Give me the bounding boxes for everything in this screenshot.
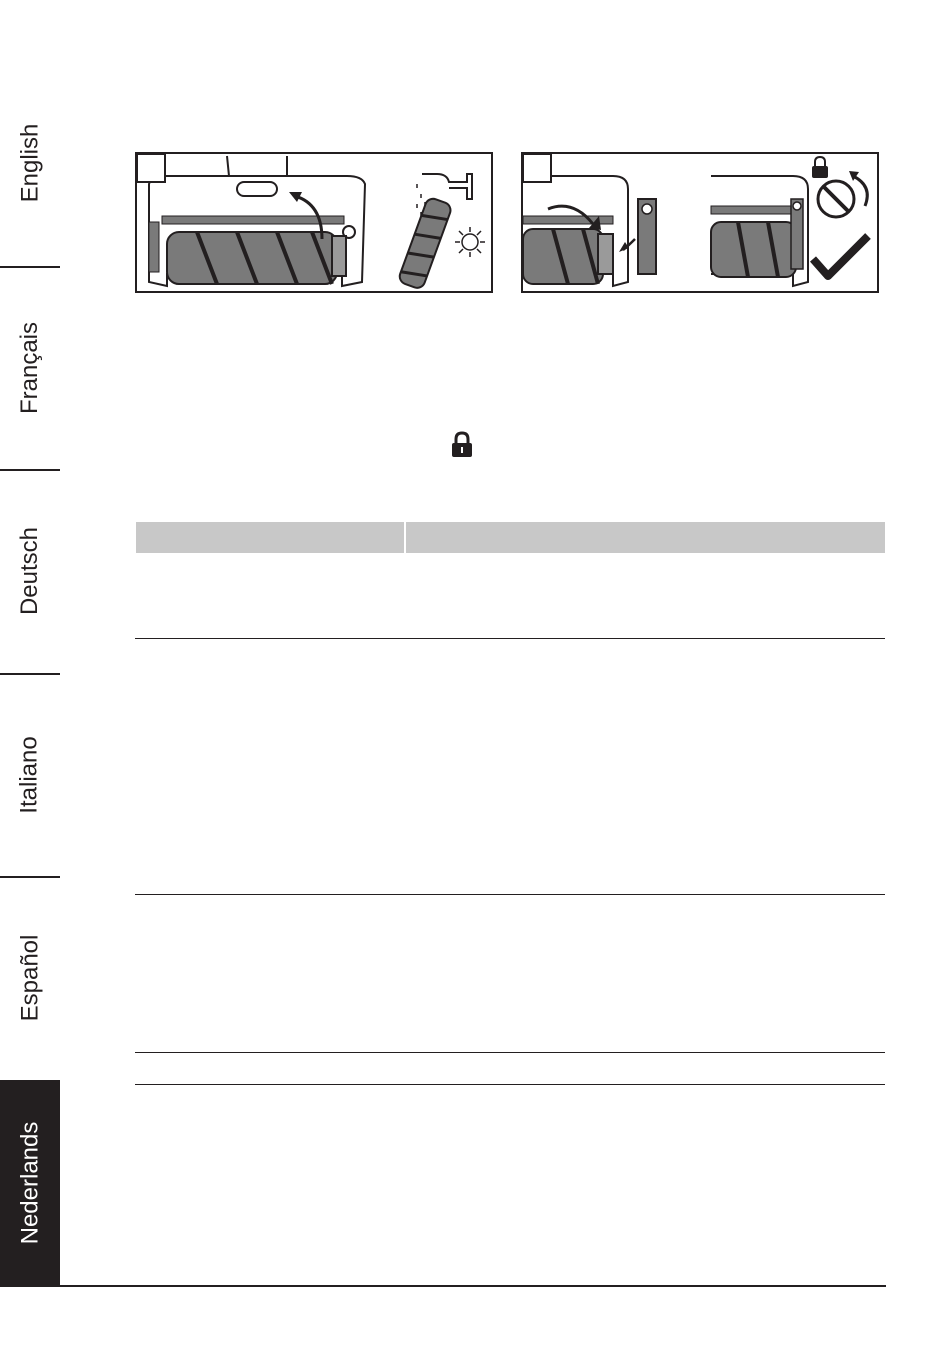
tab-francais-label: Français	[16, 321, 43, 415]
tab-english[interactable]	[0, 60, 60, 265]
lock-icon	[812, 157, 828, 178]
step-number-box	[136, 153, 166, 183]
roller-removal-illustration	[137, 154, 493, 293]
tab-espanol[interactable]	[0, 878, 60, 1078]
tab-italiano[interactable]	[0, 675, 60, 875]
table-row-divider	[135, 638, 885, 639]
figure-roller-reinstall	[521, 152, 879, 293]
roller-reinstall-illustration	[523, 154, 879, 293]
table-header-cell	[406, 522, 885, 553]
tab-nederlands-label: Nederlands	[16, 1121, 43, 1244]
step-number-box	[522, 153, 552, 183]
table-row-divider	[135, 1084, 885, 1085]
checkmark-icon	[813, 236, 868, 276]
page-footer-rule	[0, 1285, 886, 1287]
lock-icon	[446, 431, 478, 459]
tab-italiano-label: Italiano	[16, 736, 44, 814]
tab-francais[interactable]	[0, 268, 60, 468]
table-row-divider	[135, 894, 885, 895]
tab-espanol-label: Español	[16, 934, 44, 1022]
sun-dry-icon	[455, 227, 485, 257]
figure-roller-removal	[135, 152, 493, 293]
table-header-cell	[136, 522, 404, 553]
tab-deutsch[interactable]	[0, 471, 60, 671]
table-row-divider	[135, 1052, 885, 1053]
tab-nederlands[interactable]	[0, 1080, 60, 1285]
tab-deutsch-label: Deutsch	[16, 526, 44, 616]
tab-english-label: English	[16, 123, 43, 202]
